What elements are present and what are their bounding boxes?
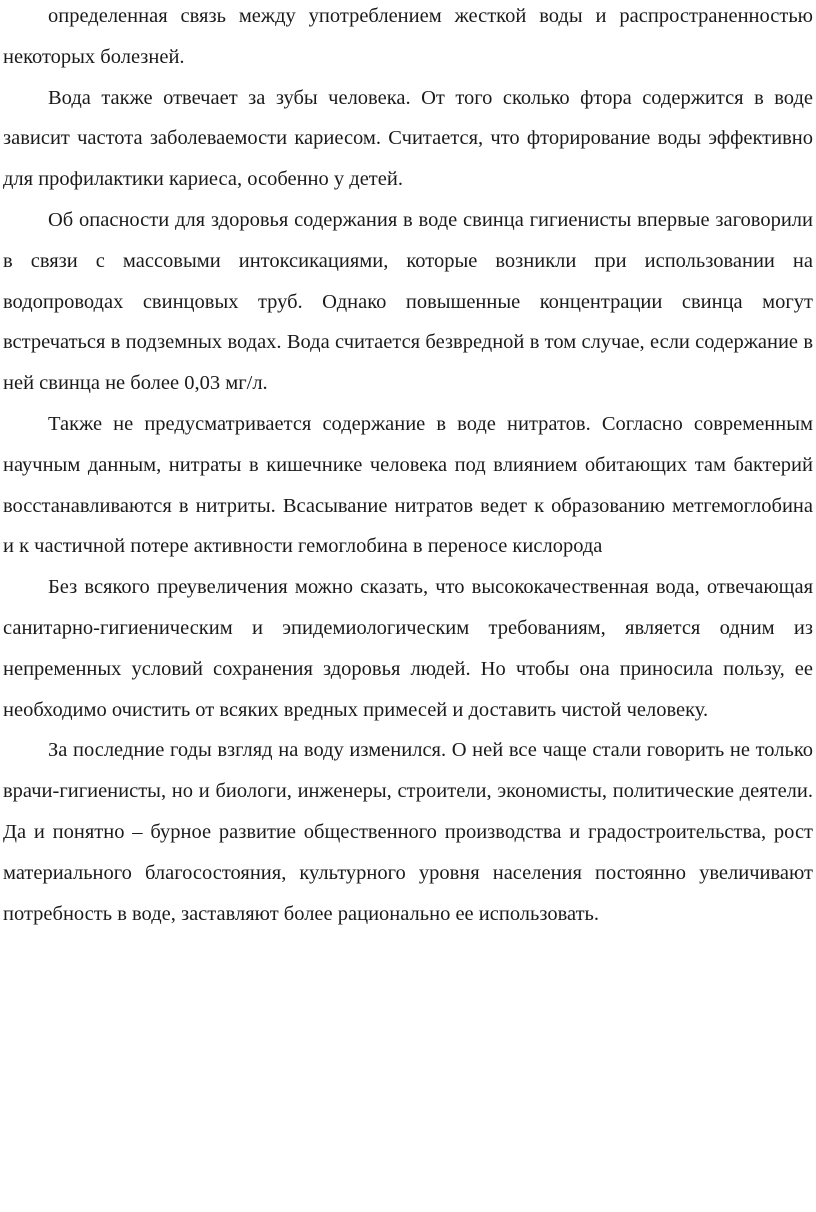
paragraph-water-quality: Без всякого преувеличения можно сказать, что высококачественная вода, отвечающая санитарно-гигиеническим и эпидемиологическим требованиям, является одним из непременных условий сохранения здоровья людей. Но чтобы она приносила пользу, ее необходимо очистить от всяких вредных примесей и доставить чистой человеку. (3, 576, 813, 721)
paragraph-fluoride: Вода также отвечает за зубы человека. От того сколько фтора содержится в воде зависит частота заболеваемости кариесом. Считается, что фторирование воды эффективно для профилактики кариеса, особенно у детей. (3, 86, 813, 191)
paragraph-lead: Об опасности для здоровья содержания в воде свинца гигиенисты впервые заговорили в связи с массовыми интоксикациями, которые возникли при использовании на водопроводах свинцовых труб. Однако повышенные концентрации свинца могут встречаться в подземных водах. Вода считается безвредной в том случае, если содержание в ней свинца не более 0,03 мг/л. (3, 208, 813, 395)
paragraph-hard-water: определенная связь между употреблением жесткой воды и распространенностью некоторых болезней. (3, 5, 813, 68)
paragraph-changing-view: За последние годы взгляд на воду изменился. О ней все чаще стали говорить не только врачи-гигиенисты, но и биологи, инженеры, строители, экономисты, политические деятели. Да и понятно – бурное развитие общественного производства и градостроительства, рост материального благосостояния, культурного уровня населения постоянно увеличивают потребность в воде, заставляют более рационально ее использовать. (3, 739, 813, 925)
paragraph-nitrates: Также не предусматривается содержание в воде нитратов. Согласно современным научным данным, нитраты в кишечнике человека под влиянием обитающих там бактерий восстанавливаются в нитриты. Всасывание нитратов ведет к образованию метгемоглобина и к частичной потере активности гемоглобина в переносе кислорода (3, 412, 813, 558)
